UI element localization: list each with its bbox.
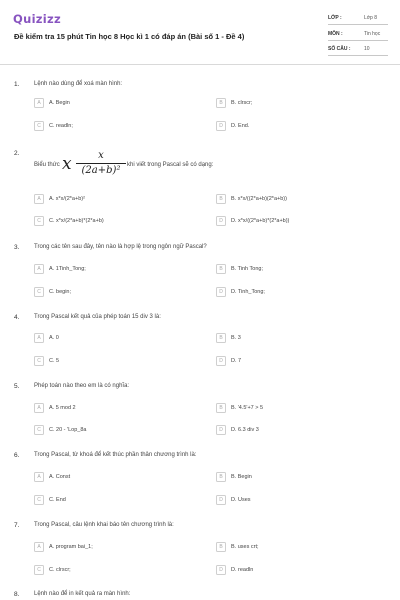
option-letter-box: C (34, 121, 44, 131)
question-number: 3. (14, 244, 20, 251)
option-letter-box: C (34, 425, 44, 435)
option-letter-box: C (34, 287, 44, 297)
quizizz-logo: Quizizz (13, 12, 62, 26)
option-text: C. End (49, 497, 66, 503)
option-text: D. x*x/((2*a+b)*(2*a+b)) (231, 218, 290, 224)
question-text: Lệnh nào để in kết quả ra màn hình: (34, 591, 131, 597)
formula-fraction (76, 150, 126, 177)
option-letter-box: B (216, 333, 226, 343)
option-letter-box: D (216, 495, 226, 505)
option-letter-box: A (34, 472, 44, 482)
meta-count-key: SỐ CÂU : (328, 46, 351, 52)
option-text: C. x*x/(2*a+b)*(2*a+b) (49, 218, 104, 224)
option-text: C. readln; (49, 123, 73, 129)
option-letter-box: D (216, 356, 226, 366)
question-number: 8. (14, 591, 20, 598)
option-letter-box: A (34, 194, 44, 204)
meta-class-key: LỚP : (328, 15, 342, 21)
question-number: 6. (14, 452, 20, 459)
option-text: B. uses crt; (231, 544, 259, 550)
fraction-bar (76, 163, 126, 164)
option-letter-box: B (216, 194, 226, 204)
option-letter-box: A (34, 403, 44, 413)
question-number: 7. (14, 522, 20, 529)
option-text: B. 3 (231, 335, 241, 341)
question-text: Lệnh nào dùng để xoá màn hình: (34, 81, 123, 87)
meta-divider (328, 40, 388, 41)
option-text: A. 5 mod 2 (49, 405, 76, 411)
option-letter-box: A (34, 264, 44, 274)
meta-subject-key: MÔN : (328, 31, 343, 37)
option-letter-box: B (216, 264, 226, 274)
question-text: Phép toán nào theo em là có nghĩa: (34, 383, 130, 389)
formula-denominator: (2a+b)² (81, 165, 121, 176)
option-text: D. Tinh_Tong; (231, 289, 265, 295)
option-letter-box: B (216, 472, 226, 482)
option-letter-box: B (216, 403, 226, 413)
option-text: D. 6.3 div 3 (231, 427, 259, 433)
option-letter-box: C (34, 216, 44, 226)
option-text: B. Begin (231, 474, 252, 480)
option-letter-box: C (34, 495, 44, 505)
meta-subject-value: Tin học (364, 31, 381, 37)
option-letter-box: C (34, 565, 44, 575)
question-text-pre: Biểu thức (34, 162, 60, 168)
meta-class-value: Lớp 8 (364, 15, 378, 21)
question-text-post: khi viết trong Pascal sẽ có dạng: (127, 162, 214, 168)
option-text: A. program bai_1; (49, 544, 93, 550)
option-letter-box: A (34, 98, 44, 108)
option-letter-box: B (216, 98, 226, 108)
option-letter-box: D (216, 287, 226, 297)
question-text: Trong Pascal, câu lệnh khai báo tên chương trình là: (34, 522, 174, 528)
question-number: 2. (14, 150, 20, 157)
question-text: Trong các tên sau đây, tên nào là hợp lệ trong ngôn ngữ Pascal? (34, 244, 207, 250)
option-letter-box: B (216, 542, 226, 552)
option-letter-box: C (34, 356, 44, 366)
option-letter-box: D (216, 216, 226, 226)
question-number: 4. (14, 314, 20, 321)
option-letter-box: D (216, 425, 226, 435)
option-text: B. '4.5'+7 > 5 (231, 405, 264, 411)
meta-divider (328, 24, 388, 25)
option-text: D. readln (231, 567, 254, 573)
option-letter-box: D (216, 121, 226, 131)
option-text: B. clrscr; (231, 100, 253, 106)
question-formula (34, 150, 334, 180)
option-text: A. x*x/(2*a+b)² (49, 196, 85, 202)
header-divider (0, 64, 400, 65)
option-letter-box: A (34, 333, 44, 343)
option-letter-box: A (34, 542, 44, 552)
option-text: A. Const (49, 474, 71, 480)
question-number: 1. (14, 81, 20, 88)
worksheet-title: Đề kiểm tra 15 phút Tin học 8 Học kì 1 có đáp án (Bài số 1 - Đề 4) (14, 32, 245, 41)
option-text: A. 0 (49, 335, 59, 341)
option-text: B. Tinh Tong; (231, 266, 264, 272)
question-number: 5. (14, 383, 20, 390)
option-text: C. clrscr; (49, 567, 71, 573)
formula-numerator: x (98, 150, 104, 161)
option-text: C. 20 - 'Lop_8a (49, 427, 87, 433)
formula-variable: x (62, 154, 72, 174)
question-text: Trong Pascal, từ khoá để kết thúc phần thân chương trình là: (34, 452, 197, 458)
option-text: C. 5 (49, 358, 60, 364)
option-letter-box: D (216, 565, 226, 575)
meta-count-value: 10 (364, 46, 370, 52)
meta-divider (328, 55, 388, 56)
option-text: C. begin; (49, 289, 72, 295)
option-text: D. 7 (231, 358, 242, 364)
option-text: D. End. (231, 123, 250, 129)
option-text: D. Uses (231, 497, 251, 503)
option-text: A. Begin (49, 100, 70, 106)
option-text: B. x*x/((2*a+b)(2*a+b)) (231, 196, 287, 202)
worksheet-header (0, 0, 400, 64)
question-text: Trong Pascal kết quả của phép toán 15 div 3 là: (34, 314, 161, 320)
option-text: A. 1Tinh_Tong; (49, 266, 86, 272)
